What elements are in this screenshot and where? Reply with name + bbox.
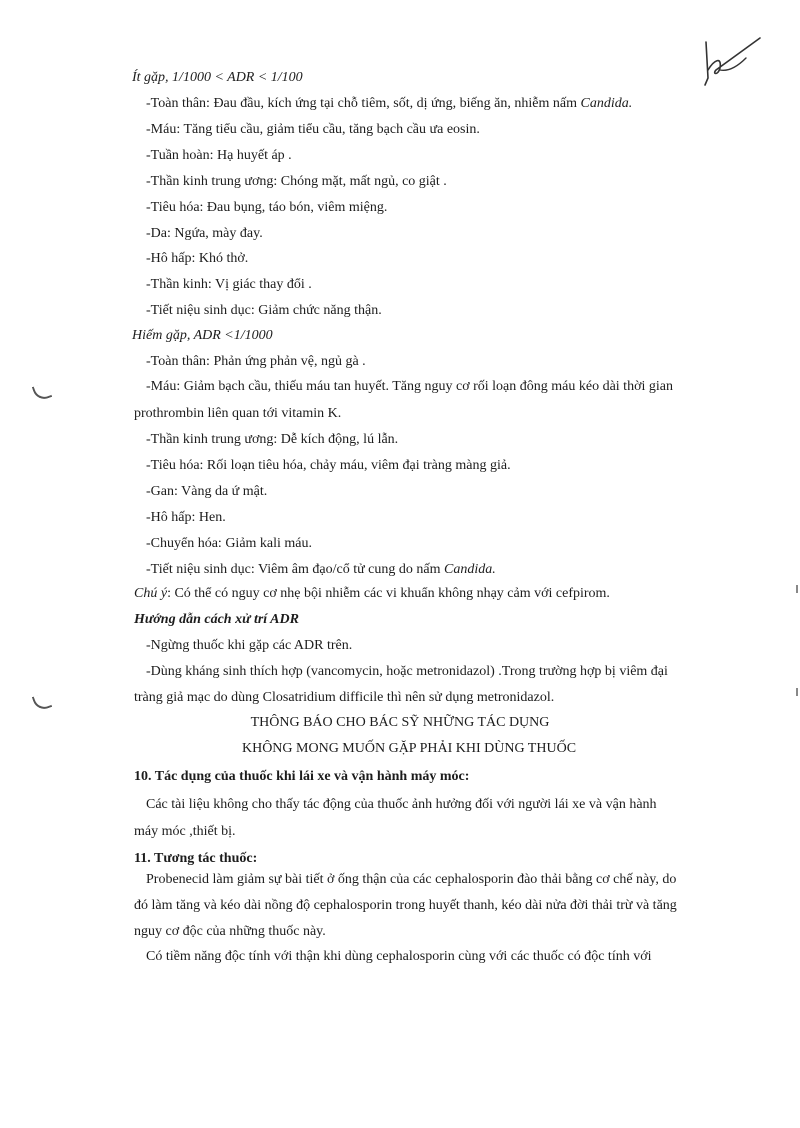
uncommon-blood: -Máu: Tăng tiểu cầu, giảm tiểu cầu, tăng bạch cầu ưa eosin. xyxy=(146,122,480,137)
section-11-body-3: nguy cơ độc của những thuốc này. xyxy=(134,924,326,939)
uncommon-general: -Toàn thân: Đau đầu, kích ứng tại chỗ tiêm, sốt, dị ứng, biếng ăn, nhiễm nấm Candida. xyxy=(146,96,633,111)
handling-antibiotic: -Dùng kháng sinh thích hợp (vancomycin, hoặc metronidazol) .Trong trường hợp bị viêm đại xyxy=(146,664,668,679)
rare-urinary: -Tiết niệu sinh dục: Viêm âm đạo/cổ tử cung do nấm Candida. xyxy=(146,562,496,577)
rare-metabolism: -Chuyển hóa: Giảm kali máu. xyxy=(146,536,313,551)
section-10-body-cont: máy móc ,thiết bị. xyxy=(134,824,236,839)
section-11-body-4: Có tiềm năng độc tính với thận khi dùng cephalosporin cùng với các thuốc có độc tính với xyxy=(146,949,652,964)
uncommon-urinary: -Tiết niệu sinh dục: Giảm chức năng thận. xyxy=(146,303,382,318)
punch-hole-mark xyxy=(32,382,53,403)
handwritten-initials-icon xyxy=(700,30,770,90)
uncommon-circulation: -Tuần hoàn: Hạ huyết áp . xyxy=(146,148,292,163)
handling-stop: -Ngừng thuốc khi gặp các ADR trên. xyxy=(146,638,353,653)
rare-general: -Toàn thân: Phản ứng phản vệ, ngủ gà . xyxy=(146,354,366,369)
handling-antibiotic-cont: tràng giả mạc do dùng Closatridium difficile thì nên sử dụng metronidazol. xyxy=(134,690,555,705)
rare-blood: -Máu: Giảm bạch cầu, thiếu máu tan huyết. Tăng nguy cơ rối loạn đông máu kéo dài thời gian xyxy=(146,379,673,394)
rare-digestive: -Tiêu hóa: Rối loạn tiêu hóa, chảy máu, viêm đại tràng màng giả. xyxy=(146,458,511,473)
rare-liver: -Gan: Vàng da ứ mật. xyxy=(146,484,268,499)
section-11-body-2: đó làm tăng và kéo dài nồng độ cephalosporin trong huyết thanh, kéo dài nửa đời thải trừ và tăng xyxy=(134,898,677,913)
section-10-body: Các tài liệu không cho thấy tác động của thuốc ảnh hưởng đối với người lái xe và vận hành xyxy=(146,797,657,812)
section-11-heading: 11. Tương tác thuốc: xyxy=(134,851,258,866)
rare-respiratory: -Hô hấp: Hen. xyxy=(146,510,226,525)
section-uncommon-heading: Ít gặp, 1/1000 < ADR < 1/100 xyxy=(132,70,303,85)
section-rare-heading: Hiếm gặp, ADR <1/1000 xyxy=(132,328,273,343)
uncommon-cns: -Thần kinh trung ương: Chóng mặt, mất ngủ, co giật . xyxy=(146,174,447,189)
rare-blood-cont: prothrombin liên quan tới vitamin K. xyxy=(134,406,342,421)
notice-line-2: KHÔNG MONG MUỐN GẶP PHẢI KHI DÙNG THUỐC xyxy=(241,741,577,756)
rare-cns: -Thần kinh trung ương: Dễ kích động, lú lẫn. xyxy=(146,432,399,447)
section-10-heading: 10. Tác dụng của thuốc khi lái xe và vận hành máy móc: xyxy=(134,769,470,784)
punch-hole-mark xyxy=(32,692,53,713)
notice-line-1: THÔNG BÁO CHO BÁC SỸ NHỮNG TÁC DỤNG xyxy=(250,715,550,730)
uncommon-digestive: -Tiêu hóa: Đau bụng, táo bón, viêm miệng. xyxy=(146,200,388,215)
section-adr-handling-heading: Hướng dẫn cách xử trí ADR xyxy=(134,612,299,627)
section-11-body-1: Probenecid làm giảm sự bài tiết ở ống thận của các cephalosporin đào thải bằng cơ chế này, do xyxy=(146,872,677,887)
scan-edge-mark xyxy=(796,688,798,696)
uncommon-skin: -Da: Ngứa, mày đay. xyxy=(146,226,263,241)
uncommon-nerve: -Thần kinh: Vị giác thay đổi . xyxy=(146,277,312,292)
uncommon-respiratory: -Hô hấp: Khó thở. xyxy=(146,251,249,266)
note-line: Chú ý: Có thể có nguy cơ nhẹ bội nhiễm các vi khuẩn không nhạy cảm với cefpirom. xyxy=(134,586,610,601)
scan-edge-mark xyxy=(796,585,798,593)
